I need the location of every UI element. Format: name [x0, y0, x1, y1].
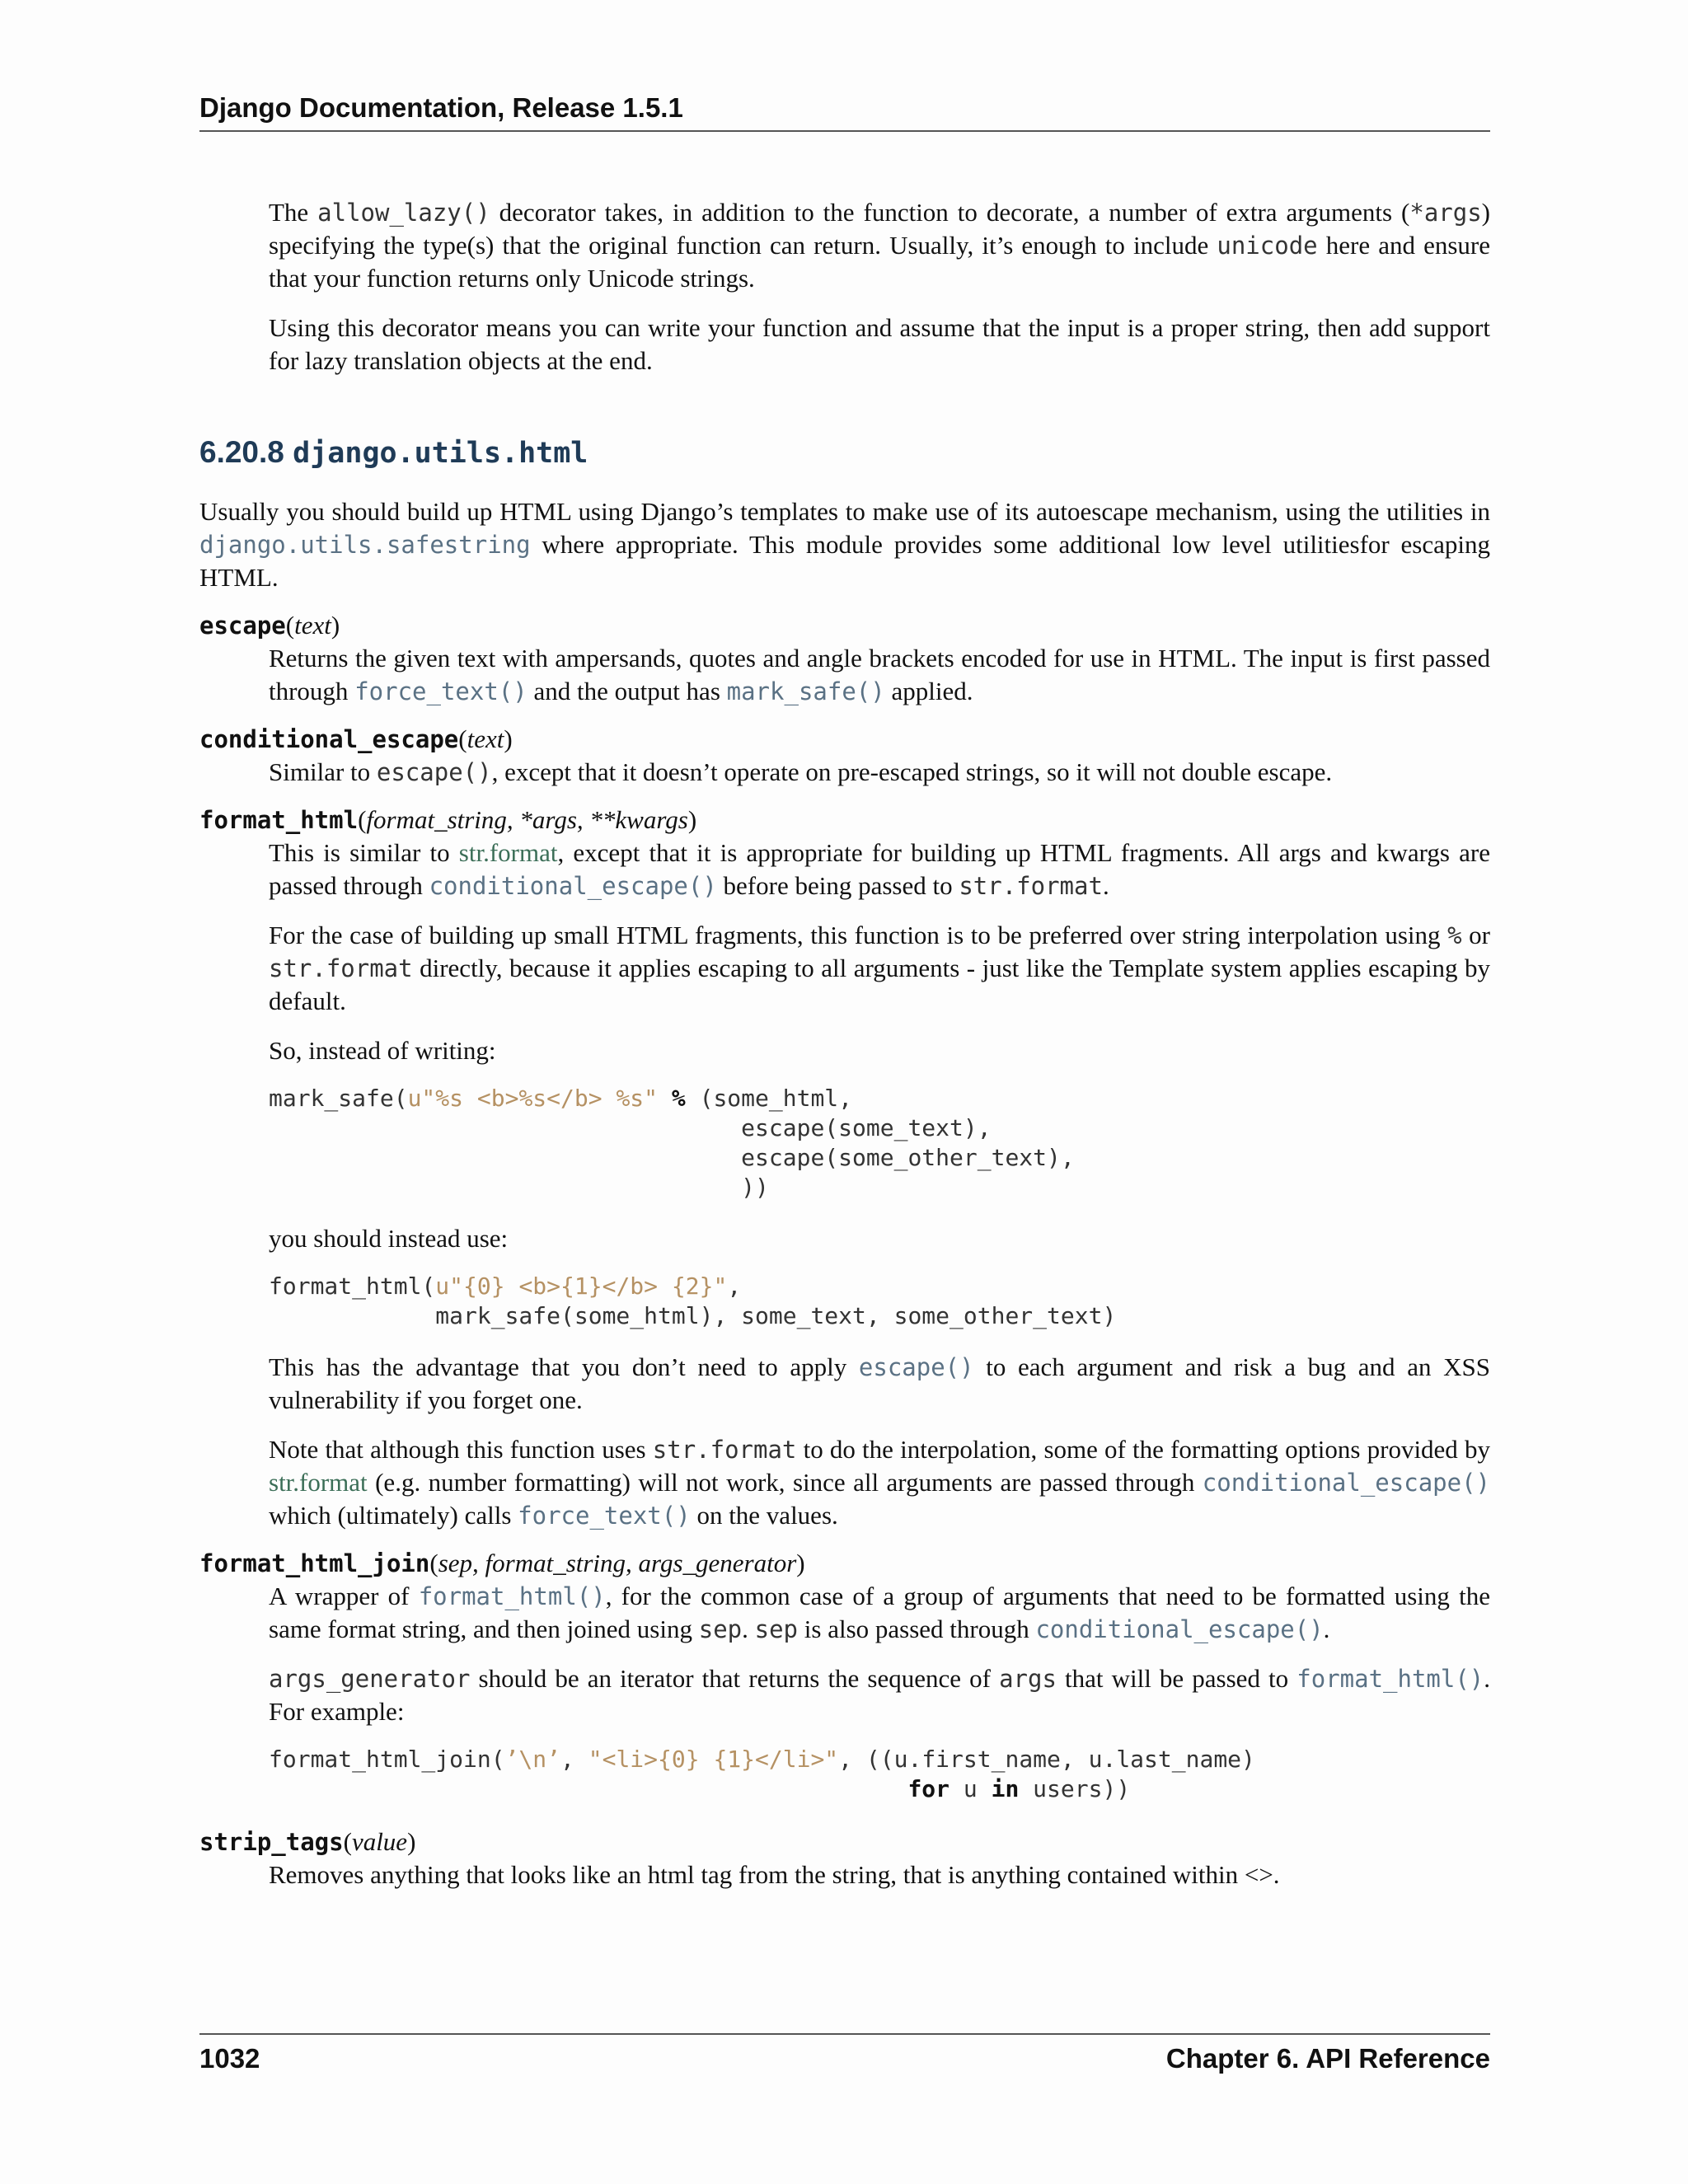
inline-code: *args	[1409, 199, 1482, 227]
document-page	[199, 0, 1490, 2184]
function-params: value	[351, 1827, 408, 1856]
format-html-signature: format_html(format_string, *args, **kwargs)	[199, 805, 697, 834]
function-params: sep, format_string, args_generator	[438, 1549, 797, 1577]
format-html-paragraph-3: So, instead of writing:	[269, 1036, 496, 1065]
inline-code: args	[999, 1665, 1057, 1693]
escape-link[interactable]: escape()	[858, 1353, 974, 1381]
mark-safe-link[interactable]: mark_safe()	[726, 677, 885, 705]
conditional-escape-signature: conditional_escape(text)	[199, 724, 513, 753]
force-text-link[interactable]: force_text()	[518, 1502, 691, 1530]
inline-code: sep	[754, 1615, 799, 1643]
page-content	[199, 196, 1490, 1891]
format-html-paragraph-1: This is similar to str.format, except that it is appropriate for building up HTML fragments. All args and kwargs are passed through conditional_escape() before being passed to str.format.	[269, 838, 1491, 900]
format-html-paragraph-2: For the case of building up small HTML fragments, this function is to be preferred over string interpolation using % or str.format directly, because it applies escaping to all arguments - just like the Template system applies escaping by default.	[269, 921, 1490, 1015]
inline-code: str.format	[959, 872, 1103, 900]
format-html-link[interactable]: format_html()	[418, 1582, 606, 1610]
function-name: conditional_escape	[199, 725, 459, 753]
conditional-escape-link[interactable]: conditional_escape()	[1202, 1469, 1490, 1497]
inline-code: %	[1447, 921, 1462, 949]
format-html-paragraph-5: This has the advantage that you don’t need to apply escape() to each argument and risk a bug and an XSS vulnerability if you forget one.	[269, 1352, 1490, 1414]
strip-tags-description: Removes anything that looks like an html tag from the string, that is anything contained within <>.	[269, 1860, 1280, 1889]
format-html-join-signature: format_html_join(sep, format_string, args_generator)	[199, 1549, 805, 1577]
page-footer	[199, 2033, 1490, 2076]
format-html-paragraph-4: you should instead use:	[269, 1224, 509, 1253]
intro-paragraph-1: The allow_lazy() decorator takes, in addition to the function to decorate, a number of extra arguments (*args) specifying the type(s) that the original function can return. Usually, it’s enough to include unicode here and ensure that your function returns only Unicode strings.	[269, 198, 1490, 293]
inline-code: escape()	[376, 758, 492, 786]
function-params: text	[294, 611, 331, 640]
code-block-mark-safe: mark_safe(u"%s <b>%s</b> %s" % (some_html, escape(some_text), escape(some_other_text), ))	[269, 1085, 1075, 1201]
inline-code: str.format	[269, 954, 413, 982]
intro-paragraph-2: Using this decorator means you can write your function and assume that the input is a proper string, then add support for lazy translation objects at the end.	[269, 313, 1490, 375]
conditional-escape-link[interactable]: conditional_escape()	[1035, 1615, 1324, 1643]
str-format-link[interactable]: str.format	[458, 838, 558, 867]
format-html-link[interactable]: format_html()	[1296, 1665, 1484, 1693]
function-params: text	[467, 724, 504, 753]
section-intro: Usually you should build up HTML using Django’s templates to make use of its autoescape mechanism, using the utilities in django.utils.safestring where appropriate. This module provides some additional low level utilitiesfor escaping HTML.	[199, 497, 1490, 592]
function-name: escape	[199, 612, 286, 640]
format-html-paragraph-6: Note that although this function uses str.format to do the interpolation, some of the formatting options provided by str.format (e.g. number formatting) will not work, since all arguments are passed through conditional_escape() which (ultimately) calls force_text() on the values.	[269, 1435, 1490, 1530]
inline-code: sep	[698, 1615, 743, 1643]
inline-code: args_generator	[269, 1665, 471, 1693]
inline-code: allow_lazy()	[317, 199, 490, 227]
inline-code: unicode	[1217, 232, 1318, 260]
force-text-link[interactable]: force_text()	[354, 677, 528, 705]
escape-signature: escape(text)	[199, 611, 340, 640]
function-params: format_string, *args, **kwargs	[366, 805, 688, 834]
inline-code: str.format	[652, 1436, 797, 1464]
safestring-link[interactable]: django.utils.safestring	[199, 531, 531, 559]
page-header	[199, 92, 1490, 132]
conditional-escape-description: Similar to escape(), except that it doesn’t operate on pre-escaped strings, so it will not double escape.	[269, 757, 1333, 786]
escape-description: Returns the given text with ampersands, quotes and angle brackets encoded for use in HTML. The input is first passed through force_text() and the output has mark_safe() applied.	[269, 644, 1490, 705]
page-number: 1032	[199, 2043, 260, 2074]
strip-tags-signature: strip_tags(value)	[199, 1827, 416, 1856]
function-name: strip_tags	[199, 1828, 344, 1856]
section-module-name: django.utils.html	[293, 437, 588, 470]
conditional-escape-link[interactable]: conditional_escape()	[429, 872, 717, 900]
code-block-format-html: format_html(u"{0} <b>{1}</b> {2}", mark_safe(some_html), some_text, some_other_text)	[269, 1272, 1117, 1329]
function-name: format_html	[199, 806, 359, 834]
format-html-join-paragraph-1: A wrapper of format_html(), for the common case of a group of arguments that need to be formatted using the same format string, and then joined using sep. sep is also passed through conditional_escape().	[269, 1582, 1490, 1643]
code-block-format-html-join: format_html_join(’\n’, "<li>{0} {1}</li>", ((u.first_name, u.last_name) for u in users))	[269, 1746, 1255, 1802]
function-name: format_html_join	[199, 1549, 430, 1577]
chapter-title: Chapter 6. API Reference	[1165, 2043, 1490, 2074]
section-heading	[199, 432, 1490, 474]
section-number: 6.20.8	[199, 435, 284, 469]
str-format-link[interactable]: str.format	[269, 1468, 368, 1497]
format-html-join-paragraph-2: args_generator should be an iterator that returns the sequence of args that will be passed to format_html(). For example:	[269, 1664, 1491, 1726]
header-title: Django Documentation, Release 1.5.1	[199, 92, 683, 123]
